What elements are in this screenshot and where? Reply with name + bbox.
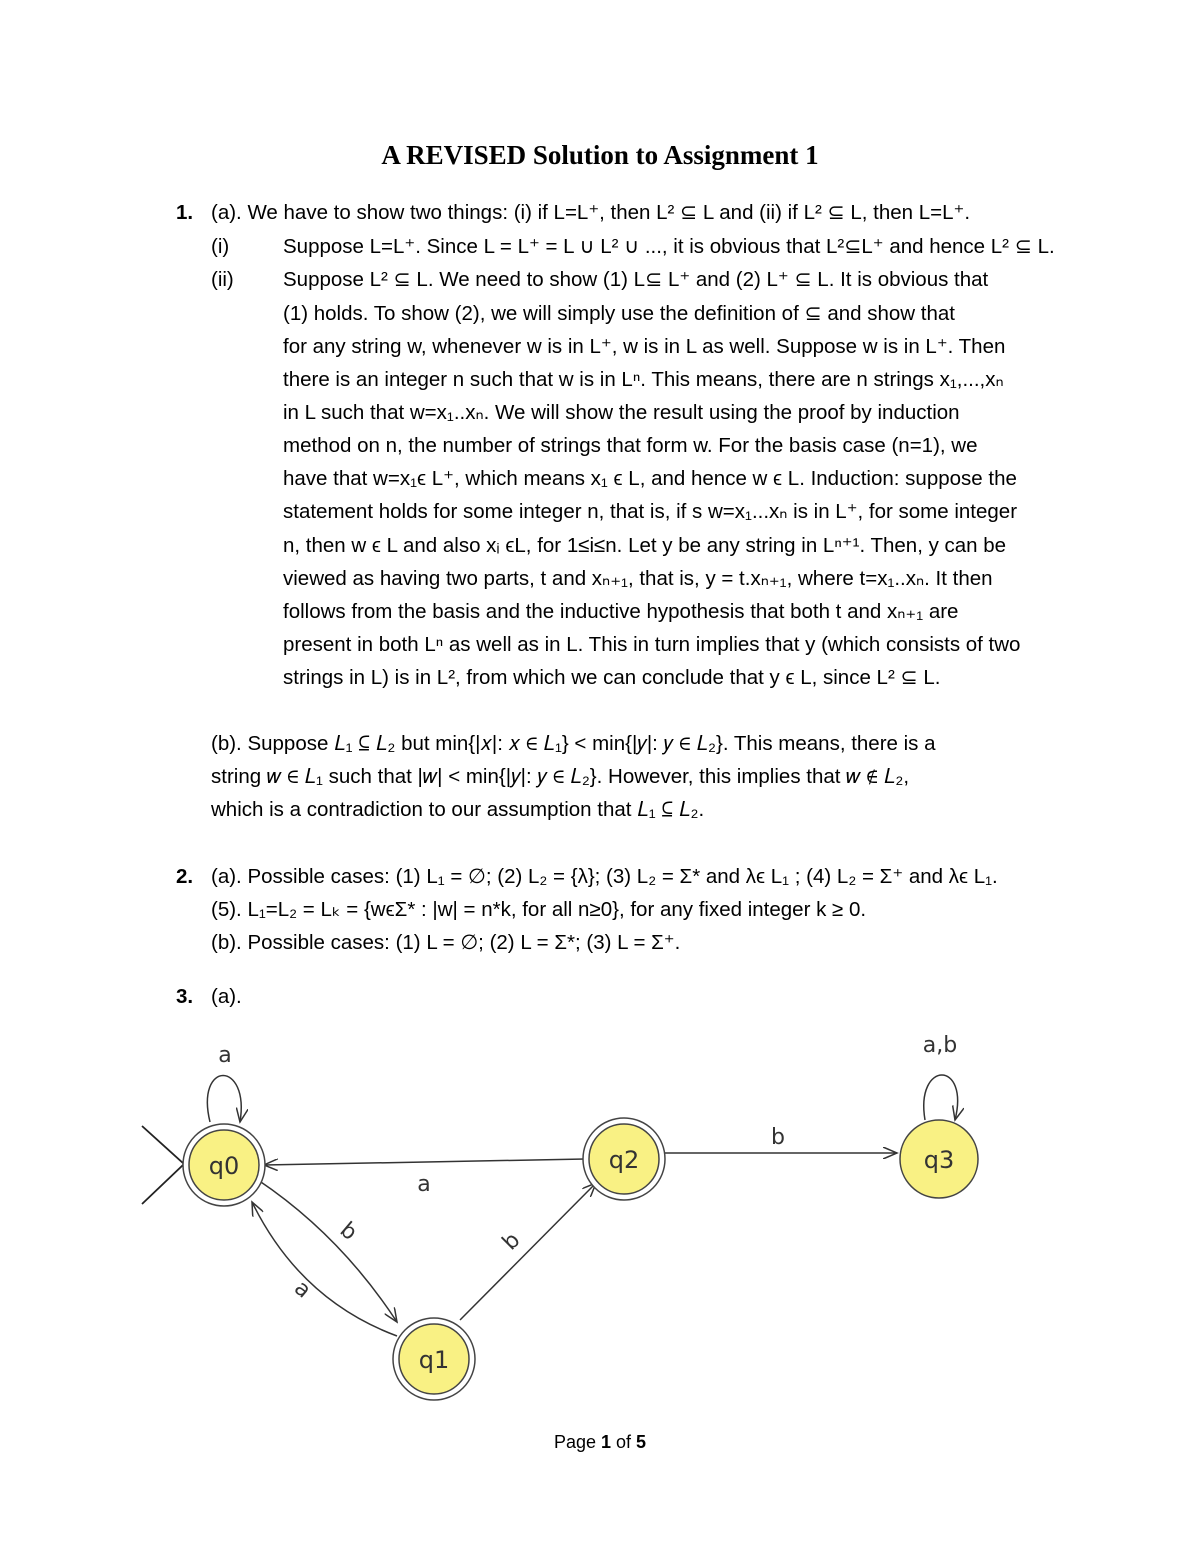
q1-b-line: string 𝑤 ∈ 𝐿₁ such that |𝑤| < min{|𝑦|: 𝑦 ∈ 𝐿₂}. However, this implies that 𝑤 ∉ 𝐿₂, xyxy=(211,765,910,788)
edge-label-q1-q2: b xyxy=(497,1227,526,1256)
q2-line: (a). Possible cases: (1) L₁ = ∅; (2) L₂ = {λ}; (3) L₂ = Σ* and λϵ L₁ ; (4) L₂ = Σ⁺ and λϵ L₁. xyxy=(211,865,998,888)
state-q3 xyxy=(900,1120,978,1198)
edge-q1-q2 xyxy=(460,1183,596,1320)
q1-ii-line: have that w=x₁ϵ L⁺, which means x₁ ϵ L, and hence w ϵ L. Induction: suppose the xyxy=(283,467,1017,490)
state-label: q3 xyxy=(923,1146,955,1174)
dfa-diagram xyxy=(0,1020,1200,1420)
q1-ii-line: for any string w, whenever w is in L⁺, w is in L as well. Suppose w is in L⁺. Then xyxy=(283,335,1006,358)
q1-ii-line: method on n, the number of strings that form w. For the basis case (n=1), we xyxy=(283,434,978,457)
edge-label-q0-loop: a xyxy=(218,1043,232,1068)
q2-line: (b). Possible cases: (1) L = ∅; (2) L = Σ*; (3) L = Σ⁺. xyxy=(211,931,681,954)
q2-line: (5). L₁=L₂ = Lₖ = {wϵΣ* : |w| = n*k, for all n≥0}, for any fixed integer k ≥ 0. xyxy=(211,898,867,921)
state-label: q2 xyxy=(608,1146,640,1174)
footer-page-total: 5 xyxy=(636,1432,647,1452)
q3-a-label: (a). xyxy=(211,985,242,1008)
state-label: q0 xyxy=(208,1152,240,1180)
q1-ii-line: statement holds for some integer n, that is, if s w=x₁...xₙ is in L⁺, for some integer xyxy=(283,500,1018,523)
page-footer xyxy=(0,1432,1200,1453)
q1-b-line: which is a contradiction to our assumption that 𝐿₁ ⊆ 𝐿₂. xyxy=(211,798,705,821)
q1-ii-line: in L such that w=x₁..xₙ. We will show the result using the proof by induction xyxy=(283,401,960,424)
q2-number: 2. xyxy=(176,865,194,888)
q1-number: 1. xyxy=(176,201,194,224)
edge-label-q0-q1: b xyxy=(334,1217,362,1246)
q1-ii-line: n, then w ϵ L and also xᵢ ϵL, for 1≤i≤n. Let y be any string in Lⁿ⁺¹. Then, y can be xyxy=(283,534,1007,557)
footer-of: of xyxy=(611,1432,637,1452)
q1-i-label: (i) xyxy=(211,235,230,258)
edge-label-q1-q0: a xyxy=(289,1275,316,1304)
q1-ii-line: viewed as having two parts, t and xₙ₊₁, that is, y = t.xₙ₊₁, where t=x₁..xₙ. It then xyxy=(283,567,993,590)
state-q0 xyxy=(183,1124,265,1206)
edge-q3-loop xyxy=(924,1075,958,1120)
start-arrow xyxy=(142,1126,184,1204)
edge-q2-q0 xyxy=(264,1159,585,1165)
edge-q0-q1 xyxy=(258,1180,397,1322)
edge-label-q3-loop: a,b xyxy=(922,1033,958,1058)
q1-b-line: (b). Suppose 𝐿₁ ⊆ 𝐿₂ but min{|𝑥|: 𝑥 ∈ 𝐿₁} < min{|𝑦|: 𝑦 ∈ 𝐿₂}. This means, there is a xyxy=(211,732,936,755)
q1-ii-line: Suppose L² ⊆ L. We need to show (1) L⊆ L⁺ and (2) L⁺ ⊆ L. It is obvious that xyxy=(283,268,989,291)
state-label: q1 xyxy=(418,1346,450,1374)
q1-a-intro: (a). We have to show two things: (i) if L=L⁺, then L² ⊆ L and (ii) if L² ⊆ L, then L=L⁺. xyxy=(211,201,971,224)
q1-ii-line: present in both Lⁿ as well as in L. This in turn implies that y (which consists of two xyxy=(283,633,1021,656)
state-q2 xyxy=(583,1118,665,1200)
q1-ii-line: strings in L) is in L², from which we can conclude that y ϵ L, since L² ⊆ L. xyxy=(283,666,941,689)
footer-prefix: Page xyxy=(553,1432,601,1452)
q1-i-text: Suppose L=L⁺. Since L = L⁺ = L ∪ L² ∪ ..., it is obvious that L²⊆L⁺ and hence L² ⊆ L. xyxy=(283,235,1055,258)
page-title: A REVISED Solution to Assignment 1 xyxy=(381,140,819,170)
state-q1 xyxy=(393,1318,475,1400)
footer-page-number: 1 xyxy=(601,1432,612,1452)
edge-label-q2-q3: b xyxy=(771,1125,785,1150)
q3-number: 3. xyxy=(176,985,194,1008)
q1-ii-line: (1) holds. To show (2), we will simply use the definition of ⊆ and show that xyxy=(283,302,955,325)
edge-label-q2-q0: a xyxy=(417,1172,431,1197)
edge-q0-loop xyxy=(207,1076,241,1123)
q1-ii-label: (ii) xyxy=(211,268,234,291)
q1-ii-line: follows from the basis and the inductive hypothesis that both t and xₙ₊₁ are xyxy=(283,600,959,623)
edge-q1-q0 xyxy=(252,1202,397,1336)
q1-ii-line: there is an integer n such that w is in Lⁿ. This means, there are n strings x₁,...,xₙ xyxy=(283,368,1004,391)
